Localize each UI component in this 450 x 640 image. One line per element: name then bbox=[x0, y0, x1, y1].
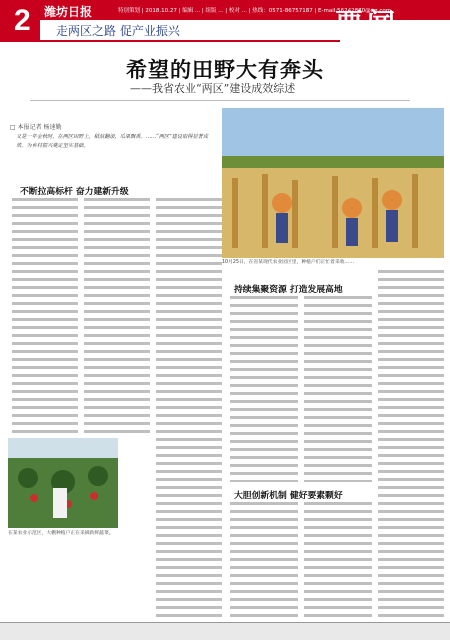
article-lead: 又是一年金秋时，在两区田野上，稻浪翻滚、瓜果飘香。……“两区”建设取得显著成效，为乡村振兴奠定坚实基础。 bbox=[16, 134, 209, 149]
heading-2: 持续集聚资源 打造发展高地 bbox=[234, 285, 343, 295]
section-title: 要闻 bbox=[335, 7, 400, 40]
page-number: 2 bbox=[14, 4, 31, 37]
subhead-rule bbox=[40, 40, 340, 42]
text-column-8 bbox=[304, 502, 372, 618]
text-column-1 bbox=[12, 198, 78, 434]
text-column-3 bbox=[156, 198, 222, 618]
byline: □ 本报记者 杨速勤 bbox=[10, 124, 62, 131]
text-column-5 bbox=[304, 296, 372, 482]
title-rule bbox=[30, 100, 410, 101]
paper-name: 潍坊日报 bbox=[44, 5, 93, 19]
page-footer bbox=[0, 622, 450, 640]
header-meta: 特别策划 | 2018.10.27 | 编辑 ... | 组版 ... | 校对 ... | 热线：0571-86757187 | E-mail:56242870@qq.com bbox=[118, 8, 392, 14]
harvest-photo-caption: 10月25日，在省某现代农业园区里，种植户们正忙着采收…… bbox=[222, 260, 355, 265]
section-subhead: 走两区之路 促产业振兴 bbox=[56, 24, 180, 38]
text-column-6 bbox=[378, 270, 444, 620]
heading-1: 不断拉高标杆 奋力建新升级 bbox=[20, 187, 129, 197]
text-column-7 bbox=[230, 502, 298, 618]
greenhouse-photo bbox=[8, 438, 118, 528]
harvest-photo bbox=[222, 108, 444, 258]
text-column-4 bbox=[230, 296, 298, 482]
article-subtitle: ——我省农业“两区”建设成效综述 bbox=[130, 82, 296, 95]
greenhouse-photo-caption: 在某农业示范区，大棚种植户正在采摘新鲜蔬菜。 bbox=[8, 531, 114, 536]
article-title: 希望的田野大有奔头 bbox=[126, 58, 324, 82]
text-column-2 bbox=[84, 198, 150, 434]
heading-3: 大胆创新机制 健好要素颗好 bbox=[234, 491, 343, 501]
